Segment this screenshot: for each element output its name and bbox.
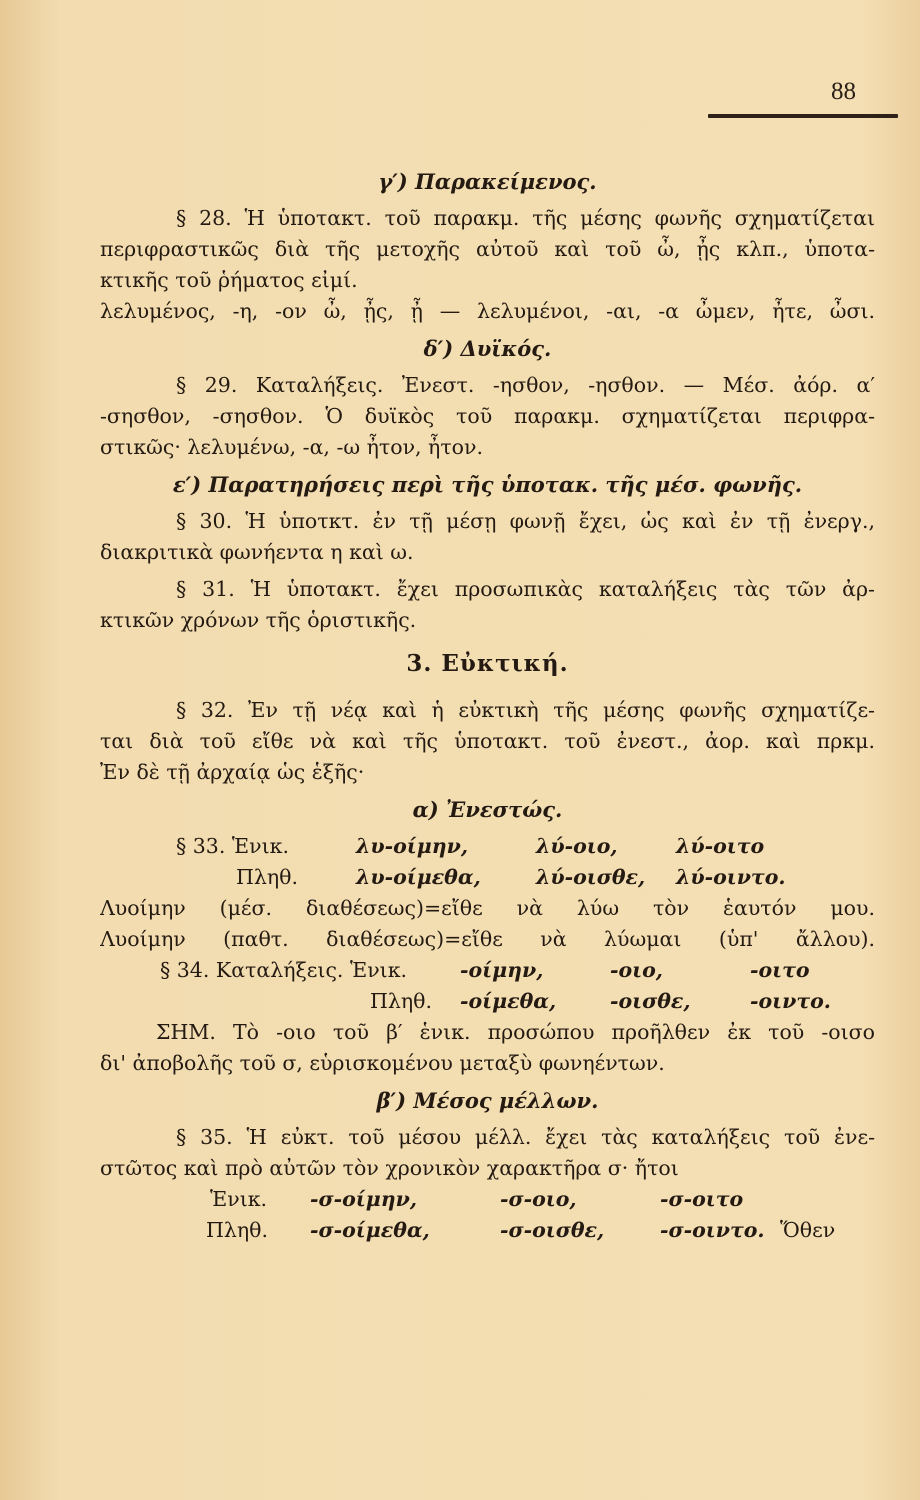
page-body [100,160,875,1246]
para-33-plural-row [100,862,875,893]
note-line-1: ΣΗΜ. Τὸ -οιο τοῦ β′ ἑνικ. προσώπου προῆλθεν ἐκ τοῦ -οισο [156,1020,875,1044]
para-35-tail: Ὅθεν [780,1218,836,1242]
paradigm-form: -οίμεθα, [460,989,557,1013]
row-label: § 33. Ἑνικ. [176,834,289,858]
chapter-heading-optative: 3. Εὐκτική. [406,650,569,677]
para-29-line-3: στικῶς· λελυμένω, -α, -ω ἦτον, ἦτον. [100,435,484,459]
para-32-line-2: ται διὰ τοῦ εἴθε νὰ καὶ τῆς ὑποτακτ. τοῦ ἐνεστ., ἀορ. καὶ πρκμ. [100,729,875,753]
page-number: 88 [831,78,856,105]
paradigm-form: -σ-οίμεθα, [310,1218,430,1242]
para-32-line-1: § 32. Ἐν τῇ νέᾳ καὶ ἡ εὐκτικὴ τῆς μέσης φωνῆς σχηματίζε- [176,698,875,722]
para-34-singular-row [100,955,875,986]
para-28-line-3: κτικῆς τοῦ ῥήματος εἰμί. [100,268,358,292]
para-35-singular-row [100,1184,875,1215]
paradigm-form: λύ-οισθε, [536,865,646,889]
para-29-line-1: § 29. Καταλήξεις. Ἐνεστ. -ησθον, -ησθον. — Μέσ. ἀόρ. α′ [176,373,875,397]
paradigm-form: λυ-οίμην, [356,834,468,858]
note-line-2: δι' ἀποβολῆς τοῦ σ, εὑρισκομένου μεταξὺ φωνηέντων. [100,1051,665,1075]
para-28-line-2: περιφραστικῶς διὰ τῆς μετοχῆς αὐτοῦ καὶ τοῦ ὦ, ᾖς κλπ., ὑποτα- [100,237,875,261]
subheading-beta: β′) Μέσος μέλλων. [376,1088,599,1113]
paradigm-form: -οισθε, [610,989,691,1013]
header-rule [708,114,898,118]
para-31-line-2: κτικῶν χρόνων τῆς ὁριστικῆς. [100,608,417,632]
para-29-line-2: -σησθον, -σησθον. Ὁ δυϊκὸς τοῦ παρακμ. σχηματίζεται περιφρα- [100,404,875,428]
para-28-line-1: § 28. Ἡ ὑποτακτ. τοῦ παρακμ. τῆς μέσης φωνῆς σχηματίζεται [176,206,875,230]
paradigm-form: -οιντο. [750,989,831,1013]
subheading-gamma: γ′) Παρακείμενος. [378,169,597,194]
row-label: Πληθ. [206,1218,269,1242]
para-34-plural-row [100,986,875,1017]
para-32-line-3: Ἐν δὲ τῇ ἀρχαίᾳ ὡς ἑξῆς· [100,760,365,784]
row-label: Πληθ. [236,865,299,889]
paradigm-form: -οίμην, [460,958,544,982]
row-label: Ἑνικ. [210,1187,268,1211]
para-35-plural-row [100,1215,875,1246]
paradigm-form: -σ-οιτο [660,1187,744,1211]
row-label: § 34. Καταλήξεις. Ἑνικ. [160,958,408,982]
para-33-passive-gloss: Λυοίμην (παθτ. διαθέσεως)=εἴθε νὰ λύωμαι (ὑπ' ἄλλου). [100,927,875,951]
para-35-line-2: στῶτος καὶ πρὸ αὐτῶν τὸν χρονικὸν χαρακτῆρα σ· ἤτοι [100,1156,679,1180]
para-35-line-1: § 35. Ἡ εὐκτ. τοῦ μέσου μέλλ. ἔχει τὰς καταλήξεις τοῦ ἐνε- [176,1125,875,1149]
paradigm-form: -οιο, [610,958,663,982]
paradigm-form: λύ-οιντο. [676,865,786,889]
paradigm-form: -σ-οίμην, [310,1187,417,1211]
paradigm-form: -σ-οισθε, [500,1218,605,1242]
paradigm-form: -σ-οιντο. [660,1218,765,1242]
subheading-epsilon: ε′) Παρατηρήσεις περὶ τῆς ὑποτακ. τῆς μέσ. φωνῆς. [172,472,803,497]
paradigm-form: λύ-οιτο [676,834,765,858]
paradigm-form: λυ-οίμεθα, [356,865,481,889]
paradigm-form: -σ-οιο, [500,1187,577,1211]
subheading-alpha: α) Ἐνεστώς. [412,797,563,822]
para-33-middle-gloss: Λυοίμην (μέσ. διαθέσεως)=εἴθε νὰ λύω τὸν ἑαυτόν μου. [100,896,875,920]
para-30-line-1: § 30. Ἡ ὑποτκτ. ἐν τῇ μέσῃ φωνῇ ἔχει, ὡς καὶ ἐν τῇ ἐνεργ., [176,509,875,533]
para-33-singular-row [100,831,875,862]
paradigm-form: λύ-οιο, [536,834,618,858]
para-28-line-4: λελυμένος, -η, -ον ὦ, ᾖς, ᾖ — λελυμένοι, -αι, -α ὦμεν, ἦτε, ὦσι. [100,299,875,323]
para-31-line-1: § 31. Ἡ ὑποτακτ. ἔχει προσωπικὰς καταλήξεις τὰς τῶν ἀρ- [176,577,875,601]
paradigm-form: -οιτο [750,958,810,982]
para-30-line-2: διακριτικὰ φωνήεντα η καὶ ω. [100,540,414,564]
subheading-delta: δ′) Δυϊκός. [423,336,552,361]
row-label: Πληθ. [370,989,433,1013]
